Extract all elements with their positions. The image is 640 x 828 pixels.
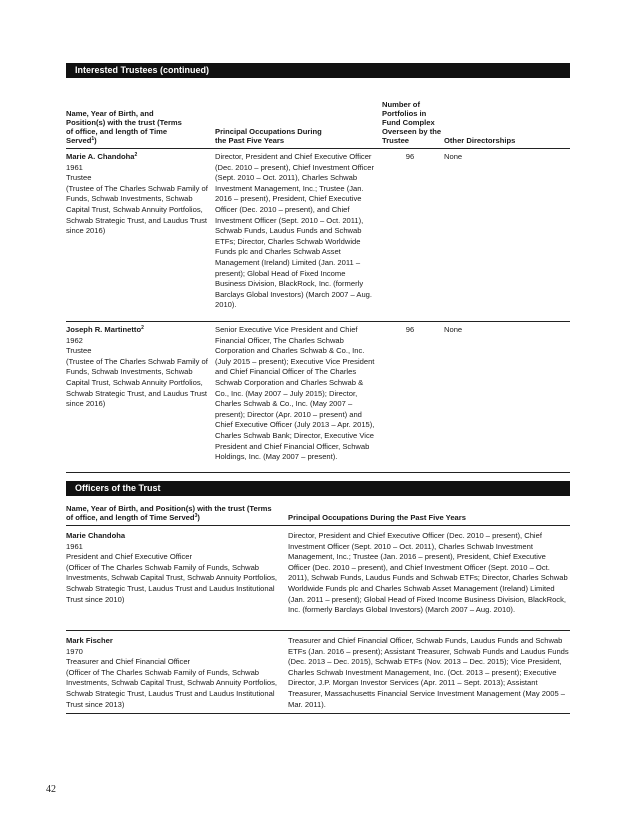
- trustee-term: (Trustee of The Charles Schwab Family of Funds, Schwab Investments, Schwab Capital Trust, Schwab Annuity Portfolios, Schwab Strategic Trust, and Laudus Trust since 2016): [66, 356, 208, 409]
- officer-occupations: Treasurer and Chief Financial Officer, Schwab Funds, Laudus Funds and Schwab ETFs (Jan. 2016 – present); Assistant Treasurer, Schwab Funds and Laudus Funds (Dec. 2013 – Dec. 2015), Schwab ETFs (Nov. 2013 – Dec. 2015); Vice President, Charles Schwab Investment Management, Inc. (Oct. 2013 – present); Executive Director, J.P. Morgan Investor Services (Apr. 2011 – Sept. 2013); Assistant Treasurer, Massachusetts Financial Service Investment Management (May 2005 – Mar. 2011).: [288, 636, 569, 709]
- trustee-year: 1961: [66, 162, 83, 172]
- header-name: Name, Year of Birth, and Position(s) with the trust (Terms of office, and length of Time Served$^3$): [66, 504, 272, 522]
- header-occupations: Principal Occupations During the Past Five Years: [288, 513, 466, 522]
- officer-position: Treasurer and Chief Financial Officer: [66, 657, 191, 667]
- trustees-table-header: [66, 78, 570, 149]
- header-occupations: Principal Occupations During the Past Five Years: [215, 127, 322, 145]
- trustee-info: [66, 152, 214, 237]
- trustee-directorships: None: [444, 152, 463, 161]
- officer-year: 1961: [66, 541, 83, 551]
- officers-table-header: [66, 496, 570, 526]
- officer-name: Mark Fischer: [66, 636, 113, 645]
- officer-term: (Officer of The Charles Schwab Family of Funds, Schwab Investments, Schwab Capital Trust, Schwab Annuity Portfolios, Schwab Strategic Trust, Laudus Trust and Laudus Institutional Trust since 2010): [66, 562, 278, 604]
- trustee-occupations: Director, President and Chief Executive Officer (Dec. 2010 – present), Chief Investment Officer (Sept. 2010 – Oct. 2011), Charles Schwab Investment Management, Inc.; Trustee (Jan. 2016 – present), President, Chief Executive Officer (Dec. 2010 – present), and Chief Investment Officer (Sept. 2010 – Oct. 2011), Schwab Funds, Laudus Funds and Schwab ETFs; Director, Charles Schwab Worldwide Funds plc and Charles Schwab Asset Management (Ireland) Limited (Jan. 2011 – present); Global Head of Fixed Income Business Division, BlackRock, Inc. (formerly Barclays Global Investors) (March 2007 – Aug. 2010).: [215, 152, 374, 310]
- page-number: 42: [46, 784, 56, 795]
- table-row: [66, 526, 570, 631]
- officer-position: President and Chief Executive Officer: [66, 552, 193, 562]
- officer-year: 1970: [66, 646, 83, 656]
- trustee-position: Trustee: [66, 346, 92, 356]
- trustee-info: [66, 325, 214, 410]
- trustee-occupations: Senior Executive Vice President and Chief Financial Officer, The Charles Schwab Corporation and Charles Schwab & Co., Inc. (July 2015 – present); Executive Vice President and Chief Financial Officer of The Charles Schwab Corporation and Charles Schwab & Co., Inc. (May 2007 – July 2015); Director, Charles Schwab & Co., Inc. (May 2007 – present); Director (Apr. 2010 – present) and Chief Executive Officer (July 2013 – Apr. 2015), Charles Schwab Bank; Director, Executive Vice President and Chief Financial Officer, Schwab Holdings, Inc. (May 2007 – present).: [215, 325, 375, 462]
- trustee-portfolios: 96: [405, 152, 415, 161]
- officers-title: Officers of the Trust: [66, 481, 570, 496]
- trustee-directorships: None: [444, 325, 463, 334]
- officer-info: [66, 531, 280, 605]
- trustee-name: Joseph R. Martinetto$^2$: [66, 325, 144, 334]
- trustee-year: 1962: [66, 335, 83, 345]
- table-row: [66, 322, 570, 473]
- trustee-position: Trustee: [66, 173, 92, 183]
- header-name: Name, Year of Birth, and Position(s) with the trust (Terms of office, and length of Time Served$^1$): [66, 109, 182, 145]
- officer-term: (Officer of The Charles Schwab Family of Funds, Schwab Investments, Schwab Capital Trust, Schwab Annuity Portfolios, Schwab Strategic Trust, Laudus Trust and Laudus Institutional Trust since 2013): [66, 667, 278, 709]
- officer-occupations: Director, President and Chief Executive Officer (Dec. 2010 – present), Chief Investment Officer (Sept. 2010 – Oct. 2011), Charles Schwab Investment Management, Inc.; Trustee (Jan. 2016 – present), President, Chief Executive Officer (Dec. 2010 – present), and Chief Investment Officer (Sept. 2010 – Oct. 2011), Schwab Funds, Laudus Funds and Schwab ETFs; Director, Charles Schwab Worldwide Funds plc and Charles Schwab Asset Management (Ireland) Limited (Jan. 2011 – present); Global Head of Fixed Income Business Division, BlackRock, Inc. (formerly Barclays Global Investors) (March 2007 – Aug. 2010).: [288, 531, 568, 615]
- table-row: [66, 149, 570, 322]
- table-row: [66, 631, 570, 714]
- trustee-term: (Trustee of The Charles Schwab Family of Funds, Schwab Investments, Schwab Capital Trust, Schwab Annuity Portfolios, Schwab Strategic Trust, and Laudus Trust since 2016): [66, 183, 208, 236]
- trustee-name: Marie A. Chandoha$^2$: [66, 152, 138, 161]
- header-directorships: Other Directorships: [444, 136, 516, 145]
- officer-name: Marie Chandoha: [66, 531, 126, 540]
- interested-trustees-title: Interested Trustees (continued): [66, 63, 570, 78]
- trustee-portfolios: 96: [405, 325, 415, 334]
- officer-info: [66, 636, 280, 710]
- document-page: [66, 63, 570, 714]
- header-portfolios: Number of Portfolios in Fund Complex Overseen by the Trustee: [382, 100, 442, 145]
